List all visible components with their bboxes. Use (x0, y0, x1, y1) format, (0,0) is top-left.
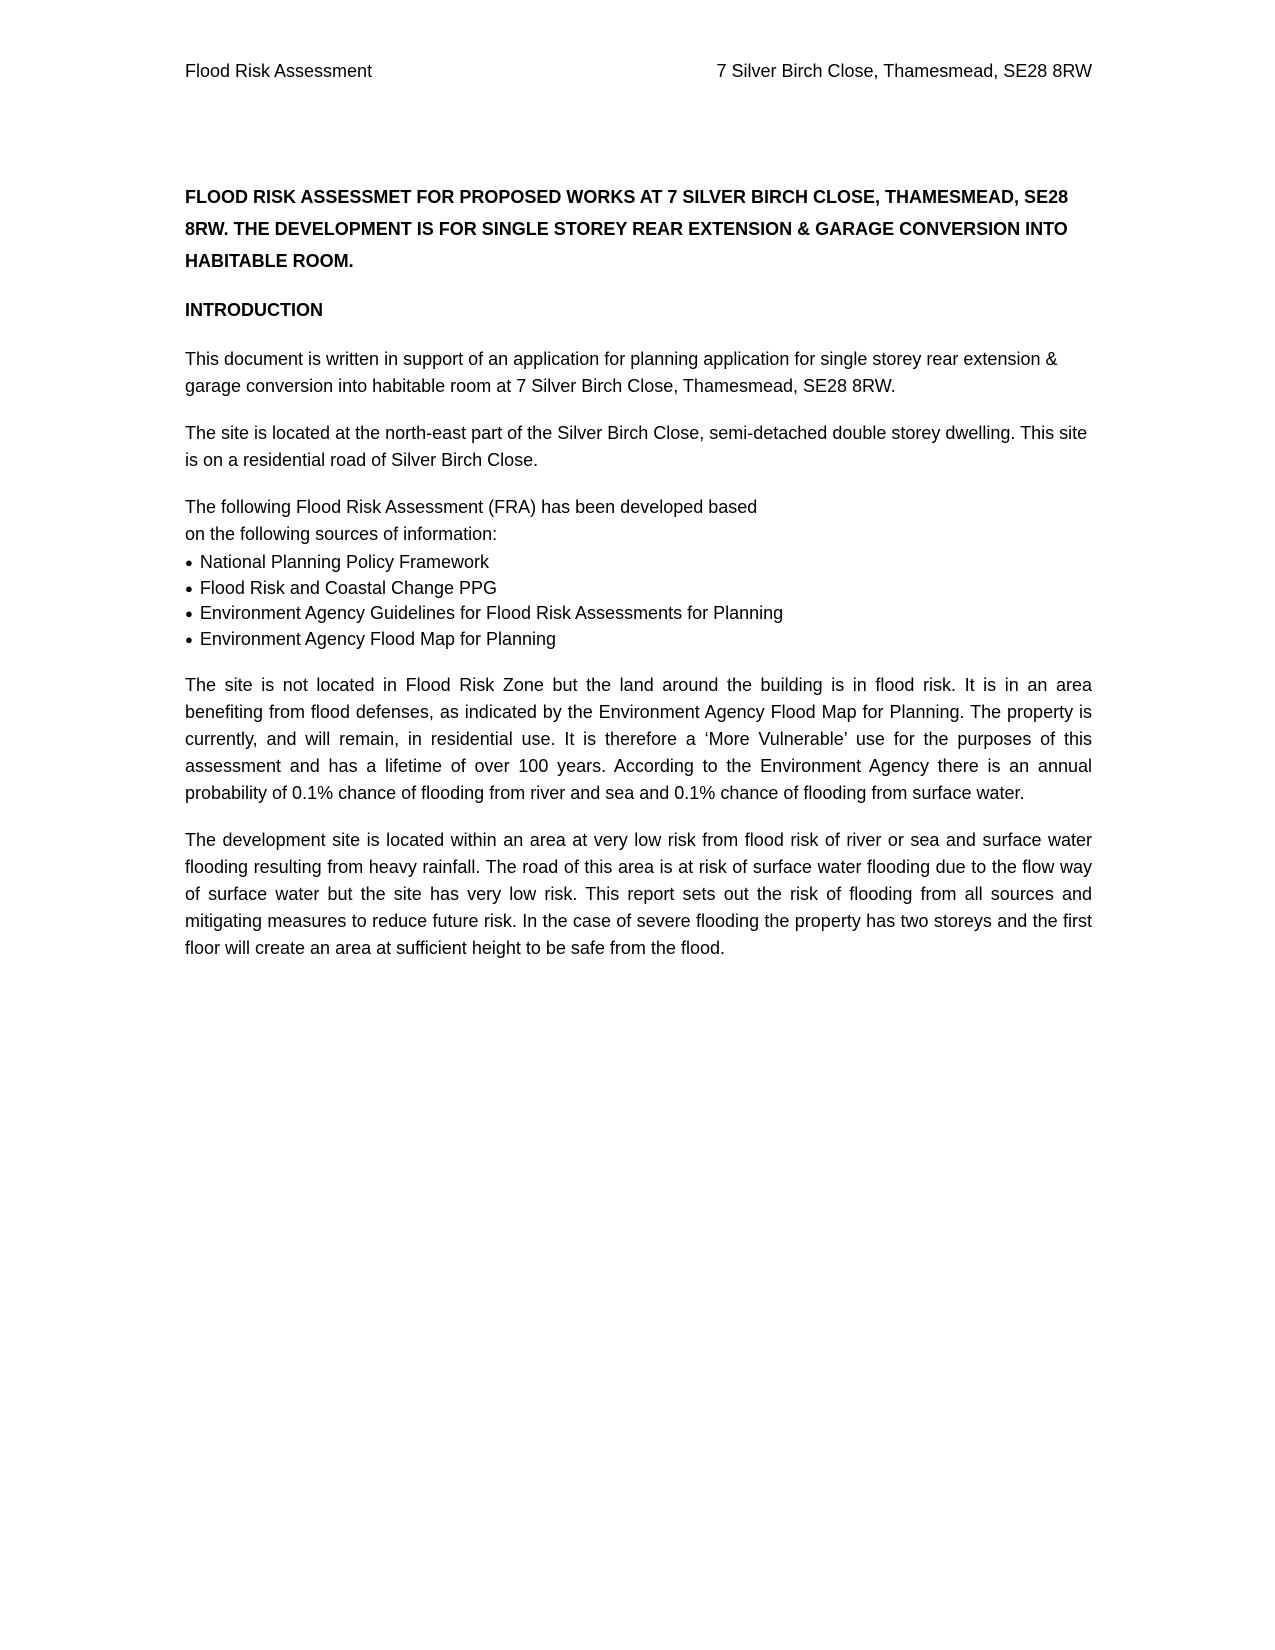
paragraph-development-site-risk: The development site is located within an area at very low risk from flood risk of river or sea and surface water flooding resulting from heavy rainfall. The road of this area is at risk of surface water flooding due to the flow way of surface water but the site has very low risk. This report sets out the risk of flooding from all sources and mitigating measures to reduce future risk. In the case of severe flooding the property has two storeys and the first floor will create an area at sufficient height to be safe from the flood. (185, 830, 1092, 959)
bullet-icon: ● (185, 580, 193, 596)
bullet-icon: ● (185, 631, 193, 647)
bullet-item (185, 627, 1092, 653)
bullet-icon: ● (185, 555, 193, 571)
paragraph-site-location: The site is located at the north-east part of the Silver Birch Close, semi-detached double storey dwelling. This site is on a residential road of Silver Birch Close. (185, 423, 1088, 471)
header-left-text: Flood Risk Assessment (185, 61, 373, 81)
bullet-item (185, 576, 1092, 602)
bullet-item (185, 601, 1092, 627)
sources-intro-line-1: The following Flood Risk Assessment (FRA) has been developed based (185, 497, 758, 518)
bullet-text: Environment Agency Flood Map for Planning (199, 628, 557, 649)
bullet-item (185, 550, 1092, 576)
paragraph-application-support: This document is written in support of an application for planning application for single storey rear extension & garage conversion into habitable room at 7 Silver Birch Close, Thamesmead, SE28 8RW. (185, 349, 1058, 397)
bullet-icon: ● (185, 606, 193, 622)
header-right-text: 7 Silver Birch Close, Thamesmead, SE28 8RW (716, 61, 1092, 81)
bullet-text: National Planning Policy Framework (199, 552, 489, 573)
sources-intro-line-2: on the following sources of information: (185, 524, 498, 545)
document-title: FLOOD RISK ASSESSMET FOR PROPOSED WORKS AT 7 SILVER BIRCH CLOSE, THAMESMEAD, SE28 8RW. THE DEVELOPMENT IS FOR SINGLE STOREY REAR EXTENSION & GARAGE CONVERSION INTO HABITABLE ROOM. (185, 187, 1069, 272)
paragraph-flood-risk-zone: The site is not located in Flood Risk Zone but the land around the building is in flood risk. It is in an area benefiting from flood defenses, as indicated by the Environment Agency Flood Map for Planning. The property is currently, and will remain, in residential use. It is therefore a ‘More Vulnerable’ use for the purposes of this assessment and has a lifetime of over 100 years. According to the Environment Agency there is an annual probability of 0.1% chance of flooding from river and sea and 0.1% chance of flooding from surface water. (185, 675, 1092, 804)
bullet-text: Environment Agency Guidelines for Flood Risk Assessments for Planning (199, 603, 784, 624)
document-body (185, 181, 1092, 962)
running-header (185, 58, 1092, 85)
section-heading-introduction: INTRODUCTION (185, 300, 323, 321)
sources-block (185, 494, 1092, 652)
bullet-text: Flood Risk and Coastal Change PPG (199, 577, 498, 598)
sources-bullet-list (185, 550, 1092, 652)
